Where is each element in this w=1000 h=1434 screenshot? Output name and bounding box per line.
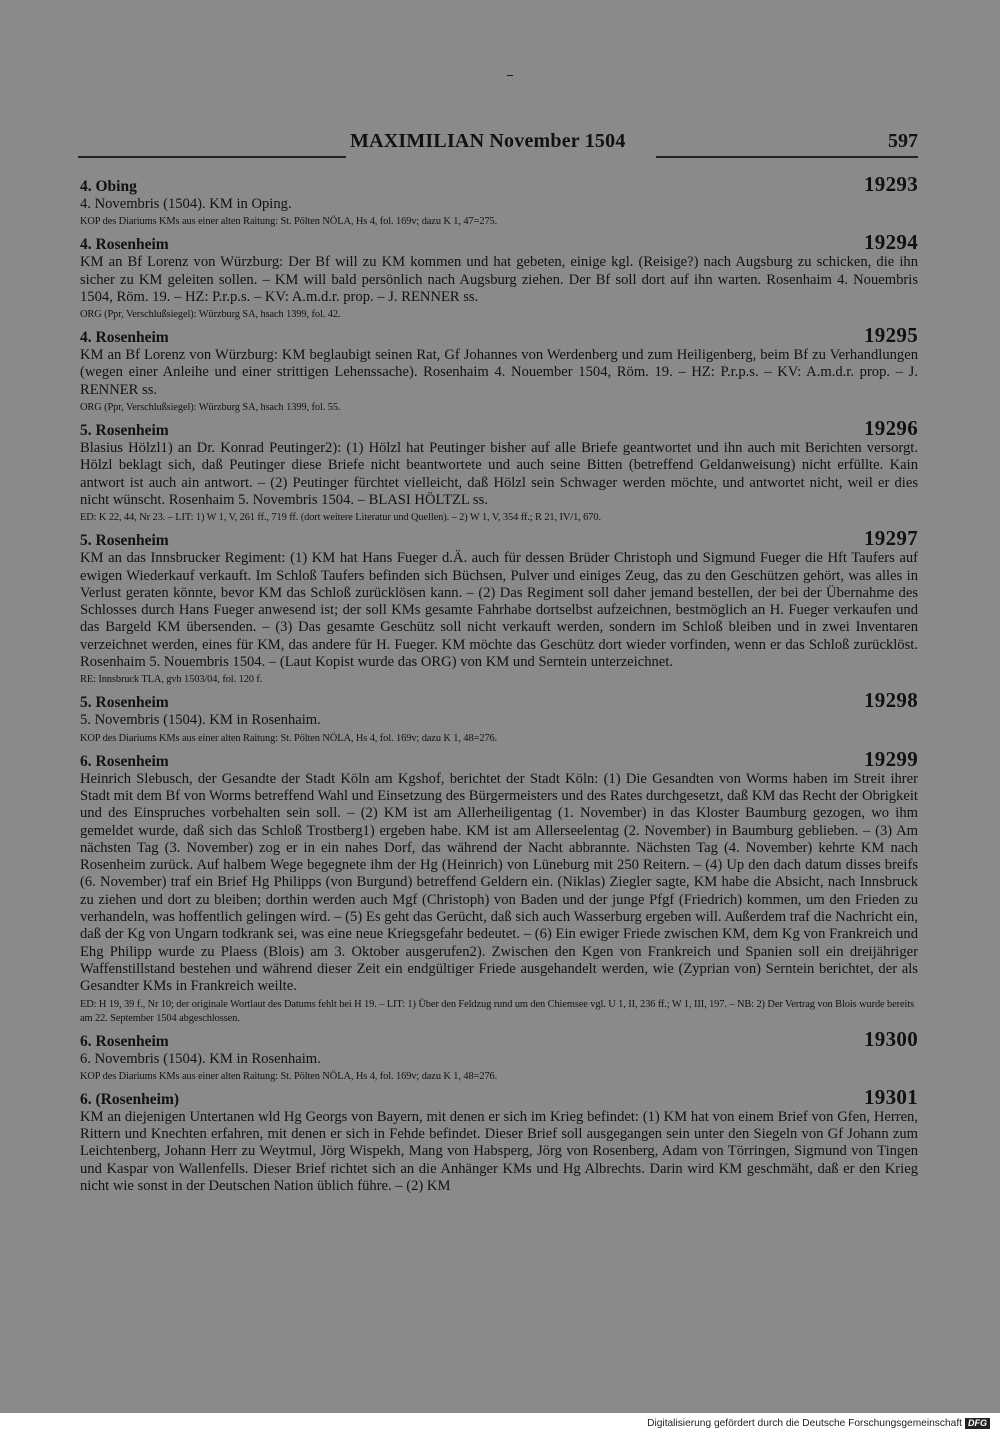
entry-source-note: ED: K 22, 44, Nr 23. – LIT: 1) W 1, V, 261 ff., 719 ff. (dort weitere Literatur und Quellen). – 2) W 1, V, 354 ff.; R 21, IV/1, 670. — [80, 512, 601, 524]
entry-number: 19296 — [864, 416, 918, 441]
register-entry — [80, 746, 918, 1026]
entry-date-place: 4. Rosenheim — [80, 236, 169, 254]
entry-date-place: 6. Rosenheim — [80, 1032, 169, 1050]
header-rule-left — [78, 156, 346, 158]
entry-header — [80, 526, 918, 551]
register-entry — [80, 1026, 918, 1084]
entry-text: 4. Novembris (1504). KM in Oping. — [80, 196, 292, 212]
header-rule-right — [656, 156, 918, 158]
top-mark — [507, 75, 513, 76]
entry-source-note: KOP des Diariums KMs aus einer alten Raitung: St. Pölten NÖLA, Hs 4, fol. 169v; dazu K 1, 48=276. — [80, 1070, 498, 1082]
entry-date-place: 5. Rosenheim — [80, 694, 169, 712]
entry-source-note: KOP des Diariums KMs aus einer alten Raitung: St. Pölten NÖLA, Hs 4, fol. 169v; dazu K 1, 48=276. — [80, 732, 498, 744]
dfg-logo: DFG — [965, 1418, 990, 1429]
entries-list — [80, 172, 918, 1200]
register-entry — [80, 172, 918, 229]
page-header — [80, 130, 918, 156]
register-entry — [80, 688, 918, 745]
entry-header — [80, 1084, 918, 1109]
entry-source-note: ORG (Ppr, Verschlußsiegel): Würzburg SA, hsach 1399, fol. 42. — [80, 309, 341, 321]
entry-text: 5. Novembris (1504). KM in Rosenhaim. — [80, 712, 321, 729]
entry-number: 19298 — [864, 688, 918, 713]
entry-header — [80, 323, 918, 348]
entry-text: 6. Novembris (1504). KM in Rosenhaim. — [80, 1050, 321, 1067]
entry-number: 19301 — [864, 1084, 918, 1109]
entry-header — [80, 416, 918, 441]
register-entry — [80, 526, 918, 687]
entry-text: KM an Bf Lorenz von Würzburg: KM beglaubigt seinen Rat, Gf Johannes von Werdenberg und zum Heiligenberg, beim Bf zu Verhandlungen (wegen einer Anleihe und einer strittigen Lehenssache). Rosenhaim 4. Nouember 1504, Röm. 19. – HZ: P.r.p.s. – KV: A.m.d.r. prop. – J. RENNER ss. — [80, 347, 918, 398]
register-entry — [80, 230, 918, 322]
footer-text: Digitalisierung gefördert durch die Deutsche Forschungsgemeinschaft — [647, 1417, 962, 1429]
entry-source-note: KOP des Diariums KMs aus einer alten Raitung: St. Pölten NÖLA, Hs 4, fol. 169v; dazu K 1, 47=275. — [80, 216, 498, 228]
page-number: 597 — [888, 130, 918, 152]
entry-header — [80, 172, 918, 196]
entry-header — [80, 746, 918, 771]
entry-number: 19297 — [864, 526, 918, 551]
entry-text: KM an das Innsbrucker Regiment: (1) KM hat Hans Fueger d.Ä. auch für dessen Brüder Christoph und Sigmund Fueger die Hft Taufers auf ewigen Wiederkauf verkauft. Im Schloß Taufers befinden sich Büchsen, Pulver und einiges Zeug, das zu den Geschützen gehört, was alles in Verlust geraten könnte, bevor KM das Schloß zurücklösen kann. – (2) Das Regiment soll daher jemand bestellen, der bei der Übernahme des Schlosses durch Hans Fueger anwesend ist; der soll KMs gesamte Fahrhabe dortselbst aufzeichnen, bestmöglich an H. Fueger verkaufen und das Bargeld KM übersenden. – (3) Das gesamte Geschütz soll nicht verkauft werden, sondern im Schloß bleiben und in zwei Inventaren verzeichnet werden, eines für KM, das andere für H. Fueger. KM möchte das Geschütz dort wieder vorfinden, wenn er das Schloß zurücklöst. Rosenhaim 5. Nouembris 1504. – (Laut Kopist wurde das ORG) von KM und Serntein unterzeichnet. — [80, 550, 918, 671]
entry-date-place: 4. Rosenheim — [80, 329, 169, 347]
entry-date-place: 5. Rosenheim — [80, 532, 169, 550]
entry-text: Heinrich Slebusch, der Gesandte der Stadt Köln am Kgshof, berichtet der Stadt Köln: (1) Die Gesandten von Worms haben im Streit ihrer Stadt mit dem Bf von Worms betreffend Wahl und Einsetzung des Bürgermeisters und des Rates durchgesetzt, daß KM das Recht der Obrigkeit und des Einspruches vorbehalten sein soll. – (2) KM ist am Allerheiligentag (1. November) in das Kloster Baumburg gezogen, wo ihm gemeldet wurde, daß sich das Schloß Trostberg1) ergeben habe. KM ist am Allerseelentag (2. November) in Baumburg geblieben. – (3) Am nächsten Tag (3. November) zog er in ein nahes Dorf, das während der Nacht abbrannte. Nächsten Tag (4. November) kehrte KM nach Rosenheim zurück. Auf halbem Wege begegnete ihm der Hg (Heinrich) von Lüneburg mit 250 Reitern. – (4) Up den dach datum disses breifs (6. November) traf ein Brief Hg Philipps (von Burgund) betreffend Geldern ein. (Niklas) Ziegler sagte, KM habe die Absicht, nach Innsbruck zu ziehen und dort zu bleiben; dorthin werden auch Mgf (Christoph) von Baden und der junge Pfgf (Friedrich) kommen, um den Frieden zu verhandeln, was hoffentlich gelingen wird. – (5) Es geht das Gerücht, daß sich auch Wasserburg ergeben will. Außerdem traf die Nachricht ein, daß der Kg von Ungarn todkrank sei, was eine neue Kriegsgefahr bedeutet. – (6) Ein ewiger Friede zwischen KM, dem Kg von Frankreich und Ehg Philipp wurde zu Plaess (Blois) am 3. Oktober ausgerufen2). Zwischen den Kgen von Frankreich und Spanien soll ein dreijähriger Waffenstillstand bestehen und während dieser Zeit ein endgültiger Friede ausgehandelt werden, wie (Zyprian von) Serntein berichtet, der als Gesandter KMs in Frankreich weilte. — [80, 770, 918, 995]
entry-number: 19299 — [864, 746, 918, 771]
running-title: MAXIMILIAN November 1504 — [350, 130, 626, 152]
entry-number: 19295 — [864, 323, 918, 348]
entry-header — [80, 230, 918, 255]
entry-header — [80, 688, 918, 713]
footer-credit — [645, 1417, 992, 1429]
entry-header — [80, 1026, 918, 1051]
entry-date-place: 5. Rosenheim — [80, 422, 169, 440]
entry-number: 19300 — [864, 1026, 918, 1051]
register-entry — [80, 323, 918, 415]
entry-number: 19294 — [864, 230, 918, 255]
entry-source-note: ED: H 19, 39 f., Nr 10; der originale Wortlaut des Datums fehlt bei H 19. – LIT: 1) Über den Feldzug rund um den Chiemsee vgl. U 1, II, 236 ff.; W 1, III, 197. – NB: 2) Der Vertrag von Blois wurde bereits am 22. September 1504 abgeschlossen. — [80, 998, 915, 1024]
entry-text: KM an diejenigen Untertanen wld Hg Georgs von Bayern, mit denen er sich im Krieg befindet: (1) KM hat von einem Brief von Gfen, Herren, Rittern und Knechten erfahren, mit denen er sich in Fehde befindet. Dieser Brief soll ausgegangen sein unter den Siegeln von Gf Johann zum Leichtenberg, Johann Herr zu Weytmul, Jörg Wispekh, Mang von Habsperg, Jörg von Rosenberg, Adam von Törringen, Sigmund von Tingen und Kaspar von Wallenfells. Dieser Brief richtet sich an die Anhänger KMs und Hg Albrechts. Darin wird KM geschmäht, daß er den Krieg nicht wie sonst in der Deutschen Nation üblich führe. – (2) KM — [80, 1108, 918, 1194]
entry-text: KM an Bf Lorenz von Würzburg: Der Bf will zu KM kommen und hat gebeten, einige kgl. (Reisige?) nach Augsburg zu schicken, die ihn sicher zu KM geleiten sollen. – KM will bald persönlich nach Augsburg ziehen. Der Bf soll dort auf ihn warten. Rosenhaim 4. Nouembris 1504, Röm. 19. – HZ: P.r.p.s. – KV: A.m.d.r. prop. – J. RENNER ss. — [80, 254, 918, 305]
register-entry — [80, 1084, 918, 1195]
entry-date-place: 6. (Rosenheim) — [80, 1090, 180, 1108]
entry-date-place: 6. Rosenheim — [80, 752, 169, 770]
entry-number: 19293 — [864, 172, 918, 196]
entry-source-note: RE: Innsbruck TLA, gvb 1503/04, fol. 120 f. — [80, 674, 263, 686]
entry-text: Blasius Hölzl1) an Dr. Konrad Peutinger2): (1) Hölzl hat Peutinger bisher auf alle Briefe geantwortet und ihn auch mit Berichten versorgt. Hölzl beklagt sich, daß Peutinger diese Briefe nicht beantwortete und auch seine Bitten (betreffend Geldanweisung) nicht erfüllte. Kain antwort ist auch ain antwort. – (2) Peutinger fürchtet vielleicht, daß Hölzl sein Schwager werden möchte, und antwortet nicht, weil er dies nicht wünscht. Rosenhaim 5. Novembris 1504. – BLASI HÖLTZL ss. — [80, 440, 918, 508]
register-entry — [80, 416, 918, 525]
entry-date-place: 4. Obing — [80, 178, 137, 195]
entry-source-note: ORG (Ppr, Verschlußsiegel): Würzburg SA, hsach 1399, fol. 55. — [80, 402, 341, 414]
